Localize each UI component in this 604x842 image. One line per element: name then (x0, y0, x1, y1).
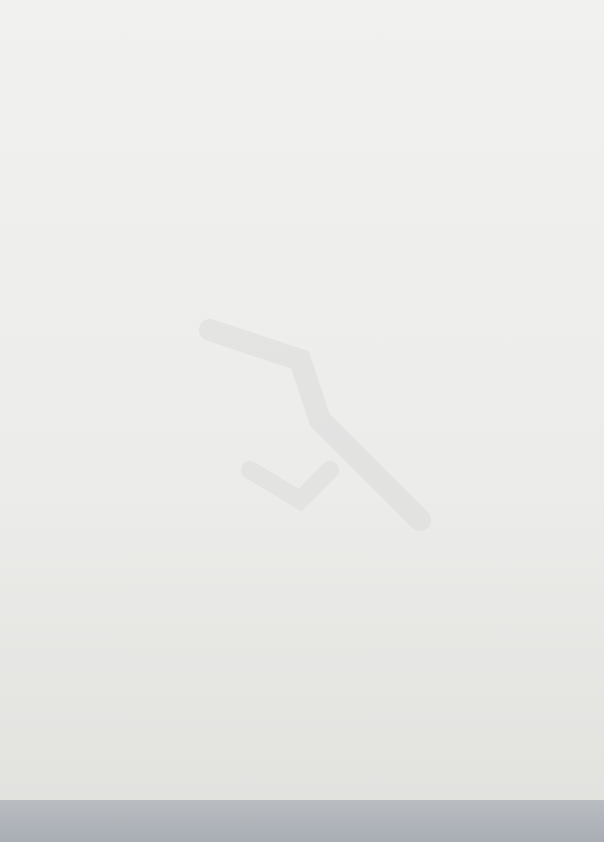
table-surface (0, 800, 604, 842)
position-graph (180, 540, 500, 720)
problem-1a-prompt (64, 144, 72, 155)
derivative-graphs-row (0, 325, 604, 475)
function-graphs-row (0, 155, 604, 305)
